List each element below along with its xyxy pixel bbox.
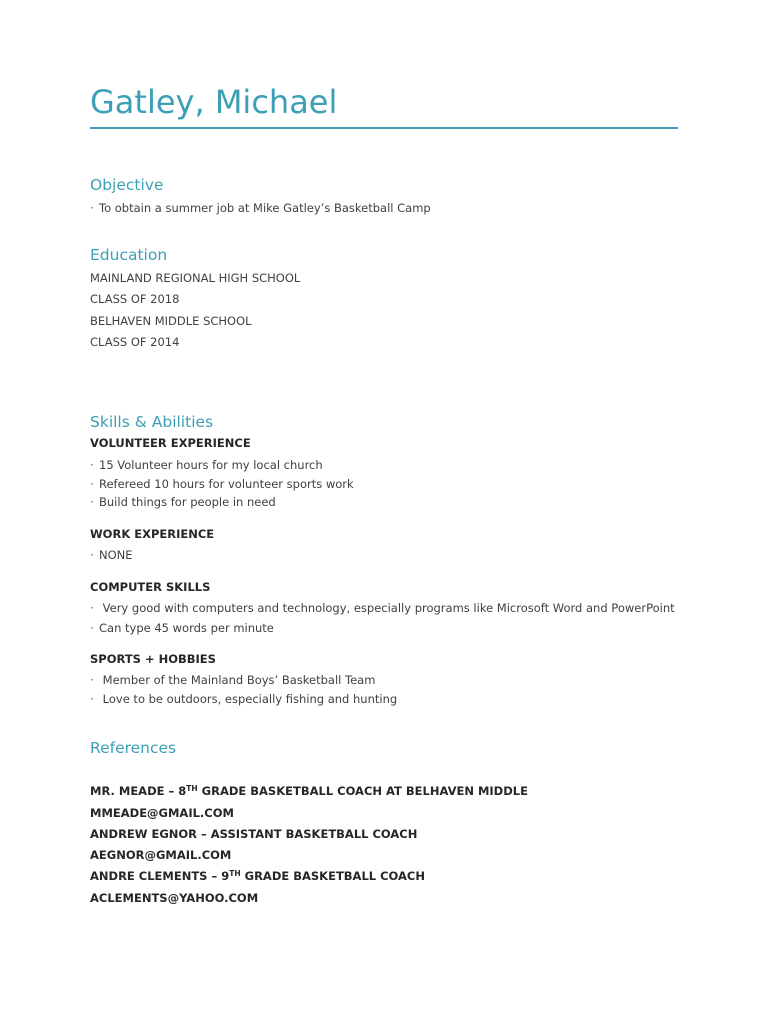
list-item: · Refereed 10 hours for volunteer sports work xyxy=(90,477,354,491)
bullet-icon: · xyxy=(90,548,94,562)
reference-email: ACLEMENTS@YAHOO.COM xyxy=(90,891,259,905)
bullet-icon: · xyxy=(90,621,94,635)
bullet-icon: · xyxy=(90,673,94,687)
reference-line: ANDREW EGNOR – ASSISTANT BASKETBALL COACH xyxy=(90,827,418,841)
reference-line: MR. MEADE – 8TH GRADE BASKETBALL COACH AT BELHAVEN MIDDLE xyxy=(90,784,528,798)
list-item: · Love to be outdoors, especially fishing and hunting xyxy=(90,692,398,706)
list-item: · Member of the Mainland Boys’ Basketball Team xyxy=(90,673,376,687)
education-line: CLASS OF 2014 xyxy=(90,335,180,349)
education-line: MAINLAND REGIONAL HIGH SCHOOL xyxy=(90,271,301,285)
education-heading: Education xyxy=(90,246,168,264)
bullet-icon: · xyxy=(90,477,94,491)
education-line: BELHAVEN MIDDLE SCHOOL xyxy=(90,314,252,328)
objective-item: · To obtain a summer job at Mike Gatley’s Basketball Camp xyxy=(90,201,431,215)
education-line: CLASS OF 2018 xyxy=(90,292,180,306)
bullet-icon: · xyxy=(90,601,94,615)
resume-name: Gatley, Michael xyxy=(90,83,338,121)
bullet-icon: · xyxy=(90,692,94,706)
reference-line: ANDRE CLEMENTS – 9TH GRADE BASKETBALL COACH xyxy=(90,869,425,883)
list-item: · 15 Volunteer hours for my local church xyxy=(90,458,323,472)
reference-email: AEGNOR@GMAIL.COM xyxy=(90,848,232,862)
skills-heading: Skills & Abilities xyxy=(90,413,214,431)
objective-heading: Objective xyxy=(90,176,164,194)
list-item: · Build things for people in need xyxy=(90,495,276,509)
skills-subheading-work: WORK EXPERIENCE xyxy=(90,527,215,541)
bullet-icon: · xyxy=(90,458,94,472)
list-item: · Very good with computers and technology, especially programs like Microsoft Word and PowerPoint xyxy=(90,601,675,615)
references-heading: References xyxy=(90,739,177,757)
skills-subheading-computer: COMPUTER SKILLS xyxy=(90,580,211,594)
skills-subheading-sports: SPORTS + HOBBIES xyxy=(90,652,216,666)
list-item: · Can type 45 words per minute xyxy=(90,621,274,635)
name-divider xyxy=(90,127,678,129)
bullet-icon: · xyxy=(90,495,94,509)
skills-subheading-volunteer: VOLUNTEER EXPERIENCE xyxy=(90,436,251,450)
reference-email: MMEADE@GMAIL.COM xyxy=(90,806,234,820)
bullet-icon: · xyxy=(90,201,94,215)
list-item: · NONE xyxy=(90,548,133,562)
